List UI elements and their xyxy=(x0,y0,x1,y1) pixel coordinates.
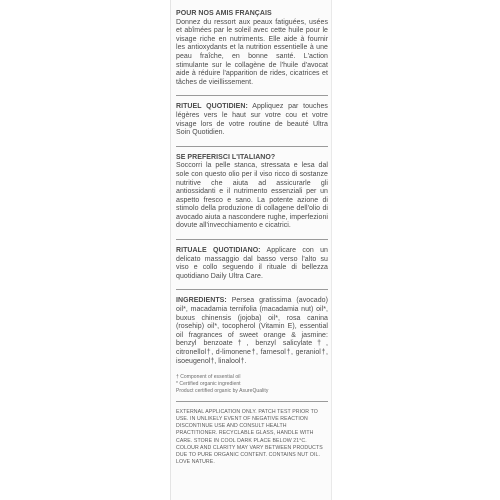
italian-ritual-text: Applicare con un delicato massaggio dal basso verso l'alto su viso e collo seguendo il rituale di bellezza quotidiano Daily Ultra Care. xyxy=(176,247,328,280)
italian-body: Soccorri la pelle stanca, stressata e lesa dal sole con questo olio per il viso ricco di sostanze nutritive che aiuta ad assicurarle gli antiossidanti e il nutrimento essenziali per un aspetto fresco e sano. La potente azione di stimolo della produzione di collagene dell'olio di avocado aiuta a nascondere rughe, imperfezioni dovute all'invecchiamento e cicatrici. xyxy=(176,162,328,230)
ingredients-section xyxy=(176,297,328,466)
french-body: Donnez du ressort aux peaux fatiguées, usées et abîmées par le soleil avec cette huile pour le visage riche en nutriments. Elle aide à fournir les antioxydants et la nutrition essentielle à une peau fraîche, en bonne santé. L'action stimulante sur le collagène de l'huile d'avocat aide à réduire l'apparition de rides, cicatrices et tâches de vieillissement. xyxy=(176,18,328,86)
divider xyxy=(176,401,328,402)
french-section xyxy=(176,10,328,147)
italian-ritual-label: RITUALE QUOTIDIANO: xyxy=(176,247,261,255)
label-content xyxy=(176,10,328,466)
italian-ritual xyxy=(176,247,328,281)
ingredients-text: Persea gratissima (avocado) oil*, macadamia ternifolia (macadamia nut) oil*, buxus chinensis (jojoba) oil*, rosa canina (rosehip) oil*, tocopherol (Vitamin E), essential oil fragrances of sweet orange & jasmine: benzyl benzoate†, benzyl salicylate†, citronellol†, d-limonene†, farnesol†, geraniol†, isoeugenol†, linalool†. xyxy=(176,297,328,365)
note-essential-oil: † Component of essential oil xyxy=(176,374,241,381)
french-ritual xyxy=(176,103,328,137)
note-organic-ingredient: * Certified organic ingredient xyxy=(176,381,241,388)
ingredients-label: INGREDIENTS: xyxy=(176,297,227,305)
divider xyxy=(176,289,328,290)
ingredient-notes xyxy=(176,374,328,395)
french-ritual-label: RITUEL QUOTIDIEN: xyxy=(176,103,248,111)
ingredients-list xyxy=(176,297,328,366)
warning-text: EXTERNAL APPLICATION ONLY. PATCH TEST PRIOR TO USE. IN UNLIKELY EVENT OF NEGATIVE REACTION DISCONTINUE USE AND CONSULT HEALTH PRACTITIONER. RECYCLABLE GLASS, HANDLE WITH CARE. STORE IN COOL DARK PLACE BELOW 21°C. COLOUR AND CLARITY MAY VARY BETWEEN PRODUCTS DUE TO PURE ORGANIC CONTENT. CONTAINS NUT OIL. LOVE NATURE. xyxy=(176,409,323,465)
french-heading: POUR NOS AMIS FRANÇAIS xyxy=(176,10,272,17)
note-certification: Product certified organic by AsureQuality xyxy=(176,388,269,395)
french-ritual-text: Appliquez par touches légères vers le haut sur votre cou et votre visage lors de votre routine de beauté Ultra Soin Quotidien. xyxy=(176,103,328,137)
divider xyxy=(176,146,328,147)
divider xyxy=(176,239,328,240)
label-edge-left xyxy=(170,0,171,500)
italian-heading: SE PREFERISCI L'ITALIANO? xyxy=(176,153,276,161)
italian-section xyxy=(176,154,328,291)
divider xyxy=(176,95,328,96)
label-edge-right xyxy=(331,0,332,500)
